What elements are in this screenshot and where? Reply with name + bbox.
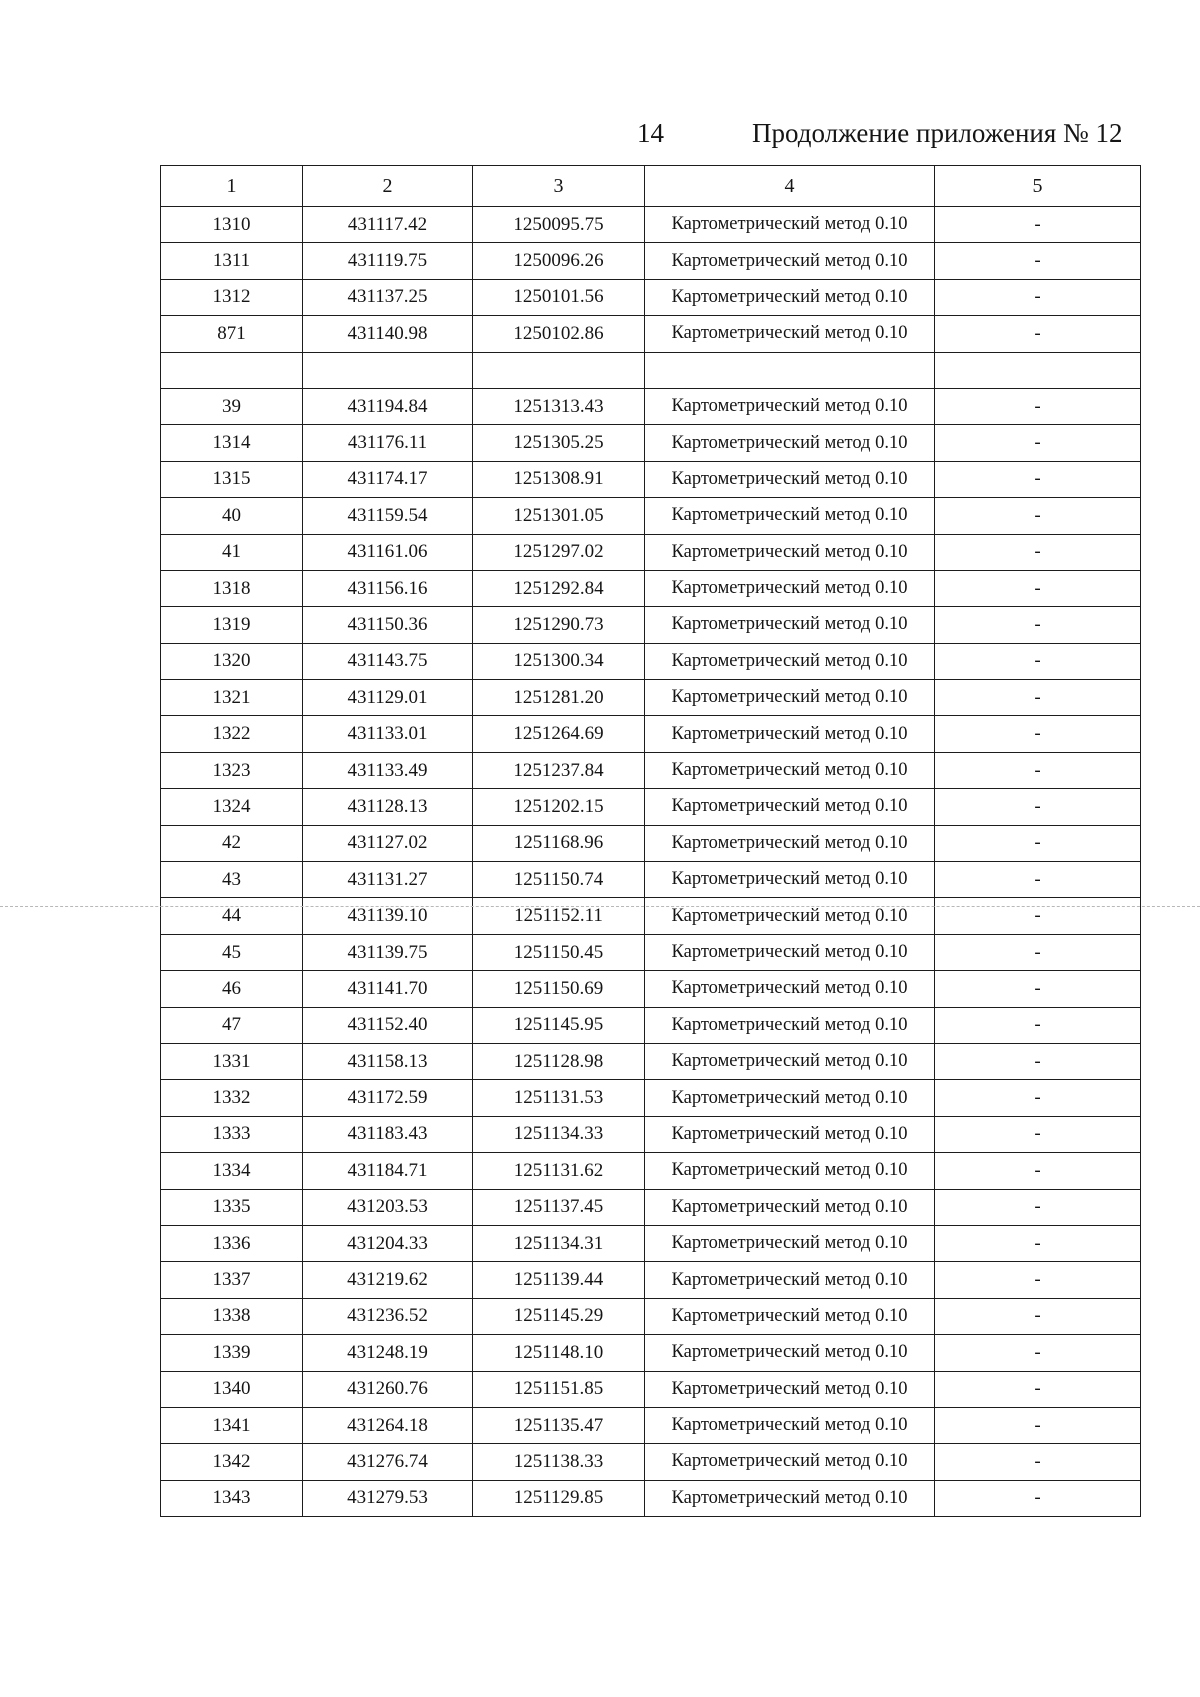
point-number-cell: 46 [161,971,303,1007]
y-coordinate-cell: 1251139.44 [473,1262,645,1298]
method-cell: Картометрический метод 0.10 [645,207,935,243]
x-coordinate-cell: 431119.75 [303,243,473,279]
point-number-cell: 1335 [161,1189,303,1225]
point-number-cell: 1334 [161,1153,303,1189]
method-cell [645,352,935,388]
point-number-cell: 1323 [161,752,303,788]
method-cell: Картометрический метод 0.10 [645,1298,935,1334]
table-row [161,1444,1141,1480]
x-coordinate-cell: 431248.19 [303,1335,473,1371]
method-cell: Картометрический метод 0.10 [645,1371,935,1407]
point-number-cell: 1310 [161,207,303,243]
note-cell: - [935,1225,1141,1261]
point-number-cell: 1337 [161,1262,303,1298]
x-coordinate-cell: 431184.71 [303,1153,473,1189]
y-coordinate-cell: 1251264.69 [473,716,645,752]
x-coordinate-cell: 431152.40 [303,1007,473,1043]
point-number-cell: 1331 [161,1043,303,1079]
method-cell: Картометрический метод 0.10 [645,1007,935,1043]
table-row [161,1153,1141,1189]
point-number-cell: 1311 [161,243,303,279]
note-cell: - [935,570,1141,606]
y-coordinate-cell: 1251128.98 [473,1043,645,1079]
method-cell: Картометрический метод 0.10 [645,570,935,606]
y-coordinate-cell: 1251152.11 [473,898,645,934]
method-cell: Картометрический метод 0.10 [645,1335,935,1371]
point-number-cell: 1339 [161,1335,303,1371]
table-header [161,166,1141,207]
point-number-cell: 42 [161,825,303,861]
table-row [161,352,1141,388]
x-coordinate-cell: 431260.76 [303,1371,473,1407]
page-number: 14 [637,118,664,148]
table-row [161,1371,1141,1407]
note-cell: - [935,1080,1141,1116]
x-coordinate-cell: 431140.98 [303,316,473,352]
method-cell: Картометрический метод 0.10 [645,752,935,788]
y-coordinate-cell: 1251151.85 [473,1371,645,1407]
y-coordinate-cell: 1251138.33 [473,1444,645,1480]
point-number-cell: 40 [161,498,303,534]
column-header-4: 4 [645,166,935,207]
method-cell: Картометрический метод 0.10 [645,1043,935,1079]
point-number-cell: 1319 [161,607,303,643]
x-coordinate-cell: 431194.84 [303,388,473,424]
x-coordinate-cell: 431264.18 [303,1407,473,1443]
x-coordinate-cell: 431219.62 [303,1262,473,1298]
y-coordinate-cell: 1251150.45 [473,934,645,970]
y-coordinate-cell: 1251137.45 [473,1189,645,1225]
table-row [161,752,1141,788]
point-number-cell: 1343 [161,1480,303,1516]
note-cell: - [935,1262,1141,1298]
note-cell: - [935,752,1141,788]
y-coordinate-cell: 1251145.95 [473,1007,645,1043]
method-cell: Картометрический метод 0.10 [645,643,935,679]
column-header-3: 3 [473,166,645,207]
note-cell: - [935,388,1141,424]
x-coordinate-cell: 431129.01 [303,680,473,716]
note-cell: - [935,1444,1141,1480]
y-coordinate-cell: 1251297.02 [473,534,645,570]
table-row [161,1480,1141,1516]
y-coordinate-cell: 1250102.86 [473,316,645,352]
table-row [161,1007,1141,1043]
table-row [161,425,1141,461]
table-row [161,789,1141,825]
note-cell: - [935,898,1141,934]
scan-fold-line [0,906,1200,907]
point-number-cell: 1320 [161,643,303,679]
note-cell: - [935,243,1141,279]
y-coordinate-cell: 1251292.84 [473,570,645,606]
table-row [161,570,1141,606]
point-number-cell: 1340 [161,1371,303,1407]
method-cell: Картометрический метод 0.10 [645,1153,935,1189]
point-number-cell: 1342 [161,1444,303,1480]
table-row [161,971,1141,1007]
x-coordinate-cell: 431172.59 [303,1080,473,1116]
method-cell: Картометрический метод 0.10 [645,279,935,315]
method-cell: Картометрический метод 0.10 [645,1116,935,1152]
point-number-cell: 47 [161,1007,303,1043]
x-coordinate-cell: 431137.25 [303,279,473,315]
table-body [161,207,1141,1517]
table-row [161,243,1141,279]
note-cell: - [935,862,1141,898]
method-cell: Картометрический метод 0.10 [645,425,935,461]
column-header-5: 5 [935,166,1141,207]
point-number-cell: 1332 [161,1080,303,1116]
table-row [161,862,1141,898]
table-row [161,461,1141,497]
point-number-cell: 1338 [161,1298,303,1334]
x-coordinate-cell: 431204.33 [303,1225,473,1261]
column-header-1: 1 [161,166,303,207]
note-cell: - [935,1407,1141,1443]
x-coordinate-cell: 431236.52 [303,1298,473,1334]
method-cell: Картометрический метод 0.10 [645,1407,935,1443]
x-coordinate-cell: 431139.75 [303,934,473,970]
y-coordinate-cell: 1251281.20 [473,680,645,716]
y-coordinate-cell: 1250096.26 [473,243,645,279]
x-coordinate-cell: 431139.10 [303,898,473,934]
note-cell: - [935,825,1141,861]
x-coordinate-cell: 431158.13 [303,1043,473,1079]
note-cell: - [935,1189,1141,1225]
y-coordinate-cell: 1251300.34 [473,643,645,679]
appendix-title: Продолжение приложения № 12 [752,118,1123,148]
x-coordinate-cell: 431183.43 [303,1116,473,1152]
x-coordinate-cell: 431127.02 [303,825,473,861]
y-coordinate-cell: 1251150.69 [473,971,645,1007]
note-cell: - [935,1371,1141,1407]
x-coordinate-cell [303,352,473,388]
table-row [161,498,1141,534]
table-row [161,1189,1141,1225]
point-number-cell: 1312 [161,279,303,315]
note-cell: - [935,680,1141,716]
point-number-cell: 45 [161,934,303,970]
method-cell: Картометрический метод 0.10 [645,1225,935,1261]
x-coordinate-cell: 431276.74 [303,1444,473,1480]
point-number-cell: 1322 [161,716,303,752]
column-header-2: 2 [303,166,473,207]
point-number-cell: 39 [161,388,303,424]
point-number-cell: 1321 [161,680,303,716]
y-coordinate-cell: 1251237.84 [473,752,645,788]
table-row [161,1225,1141,1261]
point-number-cell: 1341 [161,1407,303,1443]
header-row [161,166,1141,207]
note-cell: - [935,498,1141,534]
note-cell: - [935,1153,1141,1189]
note-cell: - [935,425,1141,461]
method-cell: Картометрический метод 0.10 [645,1444,935,1480]
note-cell: - [935,716,1141,752]
point-number-cell: 1318 [161,570,303,606]
table-row [161,1407,1141,1443]
x-coordinate-cell: 431143.75 [303,643,473,679]
x-coordinate-cell: 431133.01 [303,716,473,752]
x-coordinate-cell: 431131.27 [303,862,473,898]
method-cell: Картометрический метод 0.10 [645,716,935,752]
x-coordinate-cell: 431159.54 [303,498,473,534]
table-row [161,1043,1141,1079]
method-cell: Картометрический метод 0.10 [645,934,935,970]
x-coordinate-cell: 431156.16 [303,570,473,606]
note-cell: - [935,207,1141,243]
y-coordinate-cell: 1250095.75 [473,207,645,243]
table-row [161,316,1141,352]
note-cell: - [935,316,1141,352]
note-cell: - [935,643,1141,679]
y-coordinate-cell: 1250101.56 [473,279,645,315]
coordinates-table [160,165,1141,1517]
note-cell: - [935,534,1141,570]
x-coordinate-cell: 431203.53 [303,1189,473,1225]
table-row [161,1335,1141,1371]
y-coordinate-cell: 1251131.62 [473,1153,645,1189]
y-coordinate-cell: 1251202.15 [473,789,645,825]
x-coordinate-cell: 431279.53 [303,1480,473,1516]
table-row [161,207,1141,243]
method-cell: Картометрический метод 0.10 [645,1189,935,1225]
method-cell: Картометрический метод 0.10 [645,862,935,898]
table-row [161,825,1141,861]
method-cell: Картометрический метод 0.10 [645,789,935,825]
y-coordinate-cell: 1251150.74 [473,862,645,898]
point-number-cell: 41 [161,534,303,570]
table-row [161,898,1141,934]
table-row [161,1116,1141,1152]
x-coordinate-cell: 431117.42 [303,207,473,243]
y-coordinate-cell: 1251313.43 [473,388,645,424]
point-number-cell: 43 [161,862,303,898]
table-row [161,1262,1141,1298]
y-coordinate-cell: 1251131.53 [473,1080,645,1116]
note-cell: - [935,971,1141,1007]
method-cell: Картометрический метод 0.10 [645,243,935,279]
y-coordinate-cell: 1251135.47 [473,1407,645,1443]
y-coordinate-cell: 1251168.96 [473,825,645,861]
y-coordinate-cell: 1251134.31 [473,1225,645,1261]
point-number-cell: 1314 [161,425,303,461]
y-coordinate-cell: 1251129.85 [473,1480,645,1516]
point-number-cell: 871 [161,316,303,352]
y-coordinate-cell [473,352,645,388]
x-coordinate-cell: 431150.36 [303,607,473,643]
note-cell: - [935,1043,1141,1079]
y-coordinate-cell: 1251290.73 [473,607,645,643]
y-coordinate-cell: 1251308.91 [473,461,645,497]
note-cell: - [935,1007,1141,1043]
point-number-cell: 1336 [161,1225,303,1261]
table-row [161,1298,1141,1334]
method-cell: Картометрический метод 0.10 [645,680,935,716]
note-cell: - [935,607,1141,643]
point-number-cell: 44 [161,898,303,934]
y-coordinate-cell: 1251134.33 [473,1116,645,1152]
table-row [161,1080,1141,1116]
note-cell: - [935,1298,1141,1334]
method-cell: Картометрический метод 0.10 [645,971,935,1007]
table-row [161,388,1141,424]
method-cell: Картометрический метод 0.10 [645,1480,935,1516]
table-row [161,607,1141,643]
table-row [161,643,1141,679]
table-row [161,279,1141,315]
x-coordinate-cell: 431176.11 [303,425,473,461]
note-cell: - [935,1480,1141,1516]
x-coordinate-cell: 431141.70 [303,971,473,1007]
point-number-cell: 1315 [161,461,303,497]
point-number-cell: 1333 [161,1116,303,1152]
table-row [161,534,1141,570]
point-number-cell: 1324 [161,789,303,825]
y-coordinate-cell: 1251145.29 [473,1298,645,1334]
point-number-cell [161,352,303,388]
y-coordinate-cell: 1251305.25 [473,425,645,461]
note-cell: - [935,461,1141,497]
method-cell: Картометрический метод 0.10 [645,461,935,497]
method-cell: Картометрический метод 0.10 [645,1080,935,1116]
x-coordinate-cell: 431133.49 [303,752,473,788]
y-coordinate-cell: 1251148.10 [473,1335,645,1371]
note-cell: - [935,279,1141,315]
table-row [161,716,1141,752]
table-row [161,680,1141,716]
note-cell: - [935,1335,1141,1371]
x-coordinate-cell: 431161.06 [303,534,473,570]
method-cell: Картометрический метод 0.10 [645,1262,935,1298]
method-cell: Картометрический метод 0.10 [645,388,935,424]
x-coordinate-cell: 431128.13 [303,789,473,825]
method-cell: Картометрический метод 0.10 [645,316,935,352]
note-cell [935,352,1141,388]
note-cell: - [935,789,1141,825]
method-cell: Картометрический метод 0.10 [645,498,935,534]
note-cell: - [935,1116,1141,1152]
x-coordinate-cell: 431174.17 [303,461,473,497]
y-coordinate-cell: 1251301.05 [473,498,645,534]
table-row [161,934,1141,970]
page-header [0,118,1200,158]
method-cell: Картометрический метод 0.10 [645,534,935,570]
method-cell: Картометрический метод 0.10 [645,825,935,861]
method-cell: Картометрический метод 0.10 [645,898,935,934]
note-cell: - [935,934,1141,970]
method-cell: Картометрический метод 0.10 [645,607,935,643]
